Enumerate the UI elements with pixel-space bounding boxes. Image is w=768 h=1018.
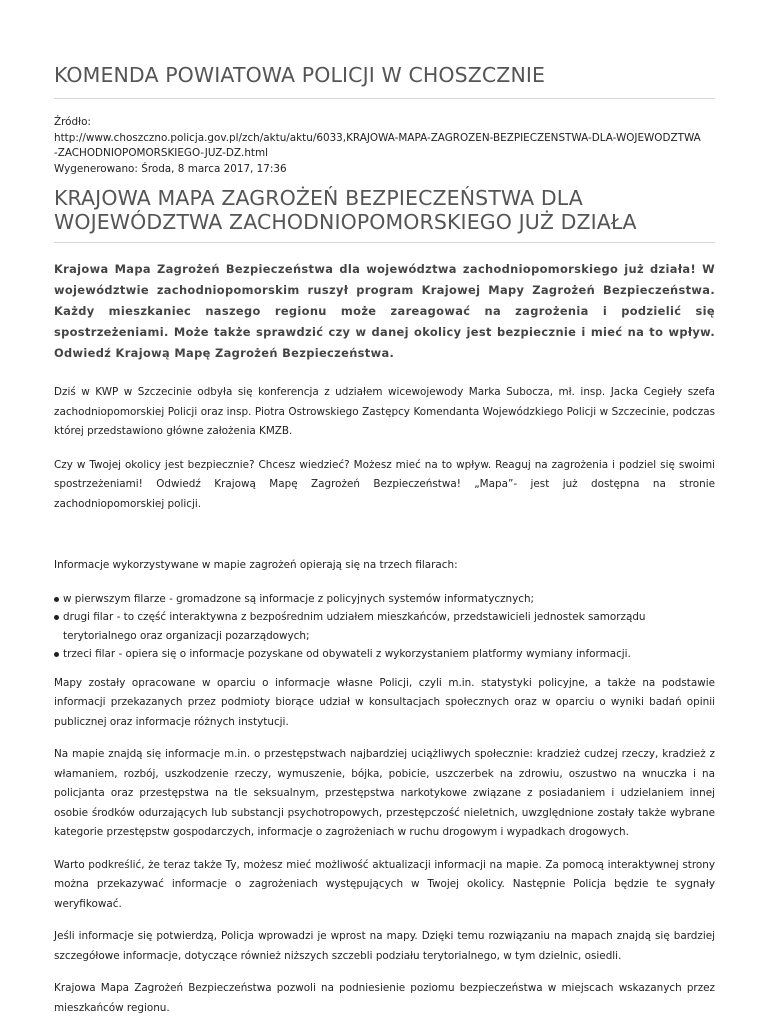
list-item: trzeci filar - opiera się o informacje pozyskane od obywateli z wykorzystaniem platformy wymiany informacji. — [54, 645, 715, 664]
paragraph-summary: Krajowa Mapa Zagrożeń Bezpieczeństwa pozwoli na podniesienie poziomu bezpieczeństwa w miejscach wskazanych przez mieszkańców regionu. — [54, 982, 715, 1014]
site-title: KOMENDA POWIATOWA POLICJI W CHOSZCZNIE — [54, 0, 715, 99]
generated-date: Wygenerowano: Środa, 8 marca 2017, 17:36 — [54, 162, 287, 175]
paragraph-pillars-intro: Informacje wykorzystywane w mapie zagrożeń opierają się na trzech filarach: — [54, 559, 458, 571]
source-meta — [54, 115, 715, 177]
source-url-line1[interactable]: http://www.choszczno.policja.gov.pl/zch/aktu/aktu/6033,KRAJOWA-MAPA-ZAGROZEN-BEZPIECZENSTWA-DLA-WOJEWODZTWA — [54, 131, 701, 144]
list-item: drugi filar - to część interaktywna z bezpośrednim udziałem mieszkańców, przedstawicieli jednostek samorządu terytorialnego oraz organizacji pozarządowych; — [54, 608, 715, 645]
article-lead: Krajowa Mapa Zagrożeń Bezpieczeństwa dla województwa zachodniopomorskiego już działa! W województwie zachodniopomorskim ruszył program Krajowej Mapy Zagrożeń Bezpieczeństwa. Każdy mieszkaniec naszego regionu może zareagować na zagrożenia i podzielić się spostrzeżeniami. Może także sprawdzić czy w danej okolicy jest bezpiecznie i mieć na to wpływ. Odwiedź Krajową Mapę Zagrożeń Bezpieczeństwa. — [54, 262, 715, 360]
paragraph-conference: Dziś w KWP w Szczecinie odbyła się konferencja z udziałem wicewojewody Marka Subocza, mł. insp. Jacka Cegieły szefa zachodniopomorskiej Policji oraz insp. Piotra Ostrowskiego Zastępcy Komendanta Wojewódzkiego Policji w Szczecinie, podczas której przedstawiono główne założenia KMZB. — [54, 386, 715, 437]
paragraph-updates: Warto podkreślić, że teraz także Ty, możesz mieć możliwość aktualizacji informacji na mapie. Za pomocą interaktywnej strony można przekazywać informacje o zagrożeniach występujących w Twojej okolicy. Następnie Policja będzie te sygnały weryfikować. — [54, 858, 715, 910]
paragraph-sources: Mapy zostały opracowane w oparciu o informacje własne Policji, czyli m.in. statystyki policyjne, a także na podstawie informacji przekazanych przez podmioty biorące udział w konsultacjach społecznych oraz w oparciu o wyniki badań opinii publicznej oraz informacje różnych instytucji. — [54, 676, 715, 728]
pillars-list — [54, 590, 715, 664]
paragraph-invitation — [54, 456, 715, 515]
source-url-line2[interactable]: -ZACHODNIOPOMORSKIEGO-JUZ-DZ.html — [54, 147, 269, 159]
paragraph-crimes: Na mapie znajdą się informacje m.in. o przestępstwach najbardziej uciążliwych społecznie: kradzież cudzej rzeczy, kradzież z włamaniem, rozbój, uszkodzenie rzeczy, wymuszenie, bójka, pobicie, uszczerbek na zdrowiu, oszustwo na wnuczka i na policjanta oraz przestępstwa na tle seksualnym, przestępstwa narkotykowe związane z posiadaniem i udzielaniem innej osobie środków odurzających lub substancji psychotropowych, przestępczość nieletnich, uwzględnione zostały także wybrane kategorie przestępstw gospodarczych, informacje o zagrożeniach w ruchu drogowym i wypadkach drogowych. — [54, 748, 715, 838]
paragraph-verification: Jeśli informacje się potwierdzą, Policja wprowadzi je wprost na mapy. Dzięki temu rozwiązaniu na mapach znajdą się bardziej szczegółowe informacje, dotyczące również niższych szczebli podziału terytorialnego, w tym dzielnic, osiedli. — [54, 930, 715, 962]
source-label: Źródło: — [54, 116, 91, 128]
invitation-text: Czy w Twojej okolicy jest bezpiecznie? Chcesz wiedzieć? Możesz mieć na to wpływ. Reaguj na zagrożenia i podziel się swoimi spostrzeżeniami! Odwiedź Krajową Mapę Zagrożeń Bezpieczeństwa! „Mapa”- jest już dostępna na stronie — [54, 458, 715, 490]
invitation-link[interactable]: zachodniopomorskiej policji. — [54, 497, 202, 510]
article-title: KRAJOWA MAPA ZAGROŻEŃ BEZPIECZEŃSTWA DLA WOJEWÓDZTWA ZACHODNIOPOMORSKIEGO JUŻ DZIAŁA — [54, 186, 715, 243]
list-item: w pierwszym filarze - gromadzone są informacje z policyjnych systemów informatycznych; — [54, 590, 715, 609]
